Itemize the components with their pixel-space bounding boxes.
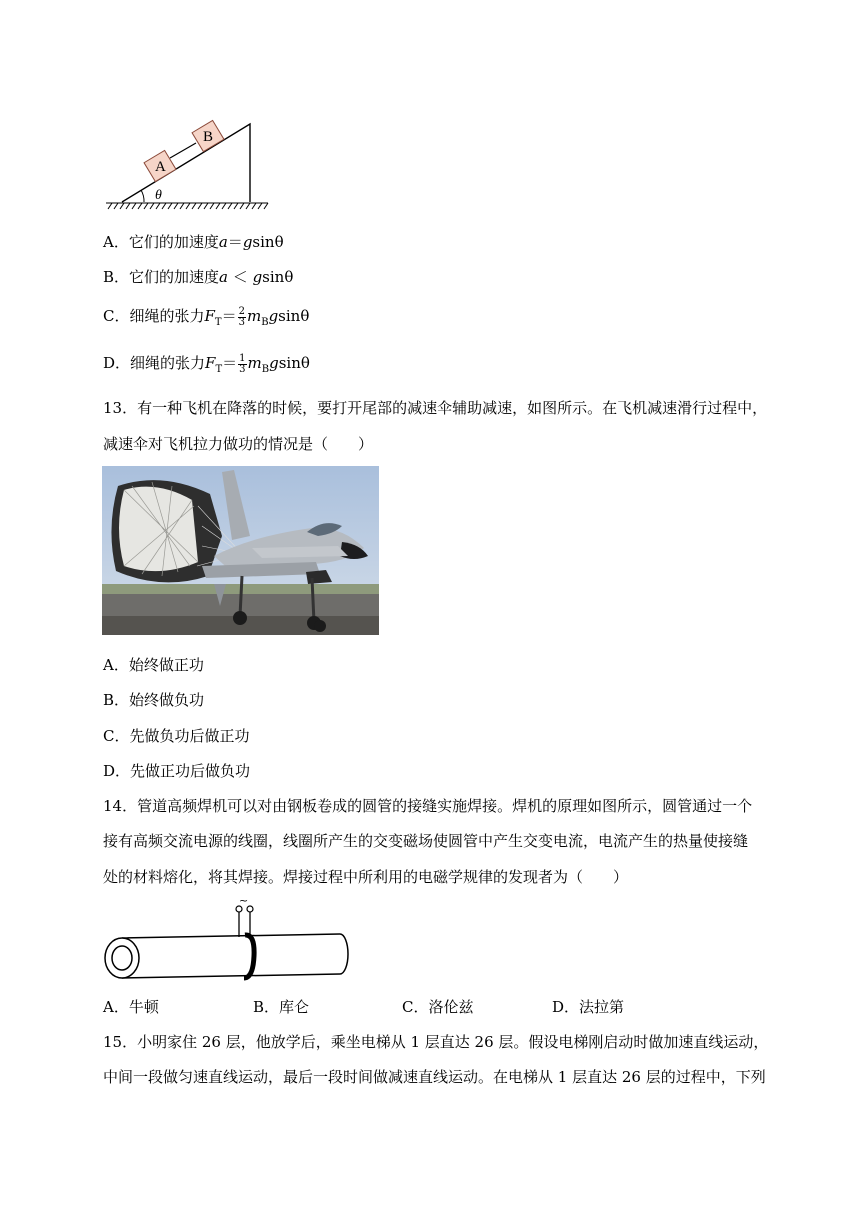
block-a [144, 150, 176, 181]
math-tail: sinθ [252, 233, 284, 251]
angle-label: θ [155, 188, 162, 203]
math-expr: g [252, 268, 263, 286]
math-var: m [247, 354, 262, 372]
fraction-num: 2 [238, 305, 245, 317]
math-expr: g [242, 233, 253, 251]
q14-stem-line3: 处的材料熔化，将其焊接。焊接过程中所利用的电磁学规律的发现者为（ ） [103, 868, 629, 886]
math-var: m [246, 307, 262, 325]
block-b [192, 120, 224, 151]
block-a-label: A [155, 159, 166, 175]
rope [170, 143, 196, 158]
q14-stem-line1: 14．管道高频焊机可以对由钢板卷成的圆管的接缝实施焊接。焊机的原理如图所示，圆管通过一个 [103, 797, 753, 815]
block-b-label: B [203, 129, 214, 145]
pipe-welder-figure [100, 894, 355, 984]
incline-figure [100, 118, 275, 214]
q14-option-c: C．洛伦兹 [402, 998, 474, 1016]
math-sub: B [261, 364, 270, 375]
math-rel: ＝ [227, 233, 243, 251]
option-text: C．细绳的张力 [103, 307, 205, 325]
math-tail: sinθ [278, 307, 310, 325]
math-var: F [205, 354, 216, 372]
math-rel: ＝ [221, 307, 237, 325]
q13-option-d: D．先做正功后做负功 [103, 762, 251, 780]
q13-stem-line2: 减速伞对飞机拉力做功的情况是（ ） [103, 435, 374, 453]
q12-option-a [103, 231, 284, 252]
pipe-end-inner [112, 946, 132, 970]
q14-option-a: A．牛顿 [103, 998, 159, 1016]
q13-option-b: B．始终做负功 [103, 691, 205, 709]
q12-option-c [103, 305, 309, 328]
fraction-den: 3 [238, 316, 245, 328]
ac-source-symbol: ~ [239, 894, 249, 907]
q14-stem-line2: 接有高频交流电源的线圈，线圈所产生的交变磁场使圆管中产生交变电流，电流产生的热量使接缝 [103, 832, 749, 850]
q12-option-d [103, 352, 310, 375]
q13-option-a: A．始终做正功 [103, 656, 204, 674]
q13-option-c: C．先做负功后做正功 [103, 727, 250, 745]
option-text: D．细绳的张力 [103, 354, 206, 372]
angle-arc [141, 190, 144, 202]
math-sub: B [261, 317, 269, 328]
math-sub: T [215, 364, 223, 375]
q12-option-b [103, 266, 293, 287]
math-tail: sinθ [278, 354, 310, 372]
fraction-den: 3 [239, 363, 246, 375]
q15-stem-line1: 15．小明家住 26 层，他放学后，乘坐电梯从 1 层直达 26 层。假设电梯刚启动时做加速直线运动， [103, 1033, 769, 1051]
q13-stem-line1: 13．有一种飞机在降落的时候，要打开尾部的减速伞辅助减速，如图所示。在飞机减速滑行过程中， [103, 399, 768, 417]
math-var: g [269, 354, 279, 372]
math-var: g [268, 307, 279, 325]
math-var: a [219, 268, 228, 286]
fraction [238, 307, 246, 328]
q15-stem-line2: 中间一段做匀速直线运动，最后一段时间做减速直线运动。在电梯从 1 层直达 26 层的过程中，下列 [103, 1068, 766, 1086]
fraction-num: 1 [239, 352, 246, 364]
fraction [238, 354, 246, 375]
option-text: A．它们的加速度 [103, 233, 219, 251]
math-var: a [218, 233, 228, 251]
pipe-body [122, 934, 348, 978]
math-sub: T [214, 317, 222, 328]
math-var: F [204, 307, 215, 325]
jet-parachute-photo [102, 466, 379, 635]
math-rel: ＝ [222, 354, 238, 372]
math-tail: sinθ [262, 268, 294, 286]
q14-option-b: B．库仑 [253, 998, 310, 1016]
math-rel: ＜ [232, 268, 248, 286]
ground-hatching [106, 203, 268, 209]
q14-options [103, 996, 703, 1016]
option-text: B．它们的加速度 [103, 268, 220, 286]
q14-option-d: D．法拉第 [552, 998, 625, 1016]
